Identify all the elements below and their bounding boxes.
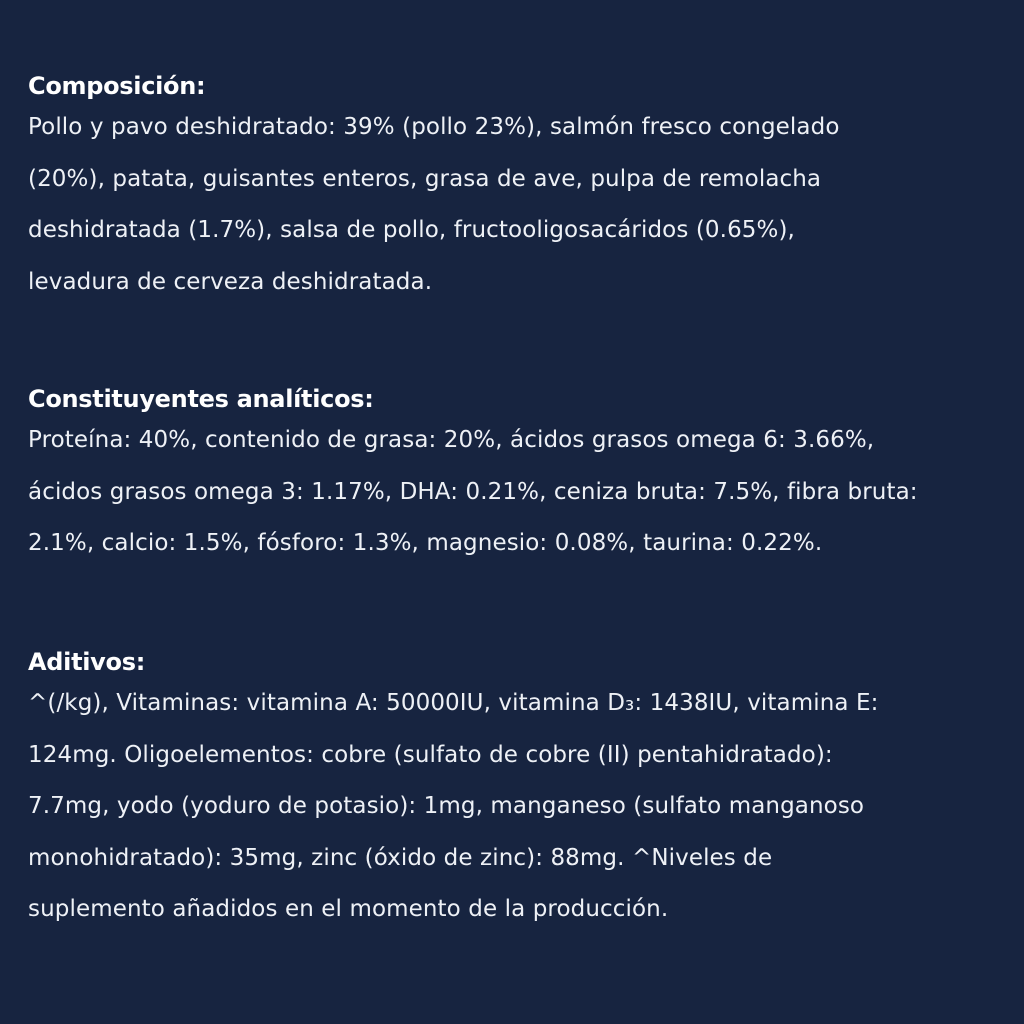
- text-line: 7.7mg, yodo (yoduro de potasio): 1mg, manganeso (sulfato manganoso: [28, 793, 865, 819]
- composition-text: [28, 102, 1003, 308]
- additives-text: [28, 678, 1003, 936]
- text-line: ^(/kg), Vitaminas: vitamina A: 50000IU, vitamina D₃: 1438IU, vitamina E:: [28, 690, 879, 716]
- analytical-constituents-text: [28, 415, 1003, 570]
- composition-section: [28, 70, 1003, 308]
- analytical-constituents-section: [28, 383, 1003, 570]
- analytical-constituents-heading: Constituyentes analíticos:: [28, 385, 374, 413]
- text-line: (20%), patata, guisantes enteros, grasa de ave, pulpa de remolacha: [28, 165, 822, 192]
- text-line: 124mg. Oligoelementos: cobre (sulfato de cobre (II) pentahidratado):: [28, 741, 833, 768]
- additives-heading: Aditivos:: [28, 648, 145, 676]
- text-line: Proteína: 40%, contenido de grasa: 20%, ácidos grasos omega 6: 3.66%,: [28, 427, 875, 453]
- text-line: levadura de cerveza deshidratada.: [28, 268, 433, 295]
- text-line: Pollo y pavo deshidratado: 39% (pollo 23%), salmón fresco congelado: [28, 114, 840, 140]
- text-line: monohidratado): 35mg, zinc (óxido de zinc): 88mg. ^Niveles de: [28, 844, 773, 871]
- additives-section: [28, 646, 1003, 936]
- text-line: deshidratada (1.7%), salsa de pollo, fructooligosacáridos (0.65%),: [28, 217, 795, 243]
- text-line: 2.1%, calcio: 1.5%, fósforo: 1.3%, magnesio: 0.08%, taurina: 0.22%.: [28, 530, 823, 556]
- text-line: ácidos grasos omega 3: 1.17%, DHA: 0.21%, ceniza bruta: 7.5%, fibra bruta:: [28, 478, 918, 505]
- text-line: suplemento añadidos en el momento de la producción.: [28, 896, 669, 922]
- composition-heading: Composición:: [28, 72, 206, 100]
